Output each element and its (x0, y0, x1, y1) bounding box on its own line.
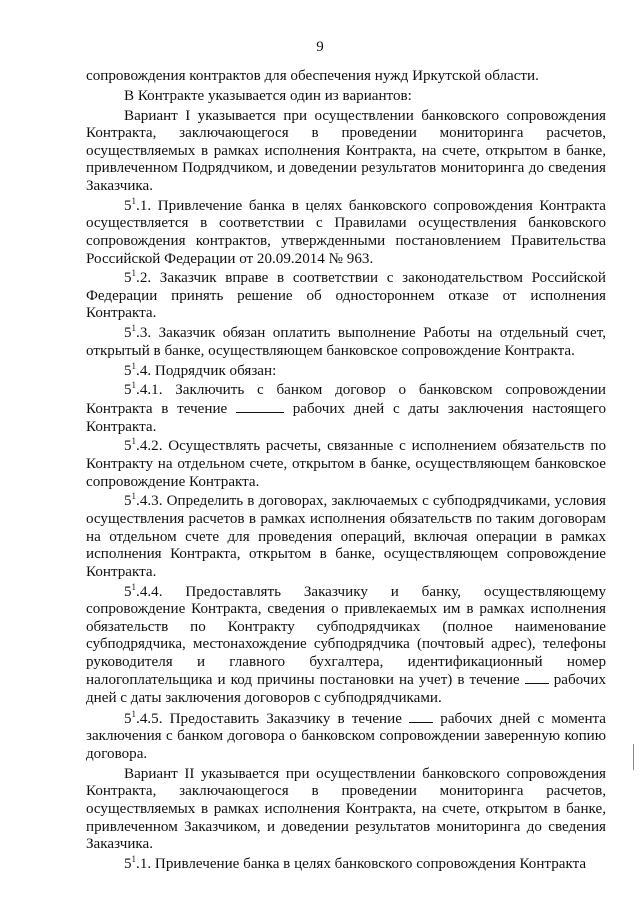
clause-number-superscript: 1 (131, 708, 137, 719)
clause-number: 5 (124, 583, 132, 600)
paragraph: В Контракте указывается один из вариантов: (124, 87, 412, 104)
clause-text: Заключить с банком договор о банковском сопровождении Контракта в течение (86, 382, 606, 417)
clause-number-superscript: 1 (131, 195, 137, 206)
clause-number: 5 (124, 197, 132, 214)
clause-number-rest: .4. (136, 362, 152, 379)
clause-number-rest: .1. (136, 855, 152, 872)
clause-number-rest: .4.1. (136, 382, 163, 399)
clause-5-1-4 (86, 360, 606, 381)
clause-text: Привлечение банка в целях банковского сопровождения Контракта осуществляется в соответствии с Правилами осуществления банковского сопровождения контрактов, утвержденными постановлением Правительства Российской Федерации от 20.09.2014 № 963. (86, 197, 606, 267)
clause-text: Осуществлять расчеты, связанные с исполнением обязательств по Контракту на отдельном счете, открытом в банке, осуществляющем банковское сопровождение Контракта. (86, 438, 606, 490)
clause-5-1-4-2 (86, 438, 606, 491)
paragraph: сопровождения контрактов для обеспечения нужд Иркутской области. (86, 68, 539, 84)
blank-field (525, 671, 549, 684)
clause-text: Определить в договорах, заключаемых с субподрядчиками, условия осуществления расчетов в рамках исполнения обязательств по таким договорам на отдельном счете для проведения операций, включая операции в рамках исполнения Контракта, открытом в банке, осуществляющем сопровождение Контракта. (86, 493, 606, 580)
clause-text: рабочих дней с даты заключения настоящего Контракта. (86, 401, 606, 435)
paragraph-variant-1: Вариант I указывается при осуществлении банковского сопровождения Контракта, заключающегося в проведении мониторинга расчетов, осуществляемых в рамках исполнения Контракта, на счете, открытом в банке, привлеченном Подрядчиком, и доведении результатов мониторинга до сведения Заказчика. (86, 107, 606, 194)
scan-edge-mark (633, 744, 638, 770)
clause-number-rest: .4.5. (136, 710, 163, 727)
clause-5-1-4-4 (86, 581, 606, 708)
clause-5-1-2 (86, 270, 606, 323)
clause-number: 5 (124, 325, 132, 342)
document-body (86, 68, 606, 876)
clause-5-1-1 (86, 195, 606, 268)
clause-number-rest: .4.4. (136, 583, 163, 600)
clause-number-superscript: 1 (131, 436, 137, 447)
clause-text: Привлечение банка в целях банковского сопровождения Контракта (151, 855, 587, 872)
clause-number: 5 (124, 438, 132, 455)
clause-number-superscript: 1 (131, 380, 137, 391)
blank-field (409, 710, 433, 723)
clause-text: рабочих дней с момента заключения с банком договора о банковском сопровождении заверенную копию договора. (86, 710, 607, 763)
clause-number: 5 (124, 710, 132, 727)
clause-number-rest: .4.2. (136, 438, 163, 455)
clause-number-superscript: 1 (131, 491, 137, 502)
clause-number: 5 (124, 382, 132, 399)
clause-number-rest: .2. (136, 270, 152, 287)
clause-number: 5 (124, 270, 132, 287)
clause-text: Предоставлять Заказчику и банку, осуществляющему сопровождение Контракта, сведения о привлекаемых им в рамках исполнения обязательств по Контракту субподрядчиках (полное наименование субподрядчика, местонахождение субподрядчика (почтовый адрес), телефоны руководителя и главного бухгалтера, идентификационный номер налогоплательщика и код причины постановки на учет) в течение (86, 583, 606, 689)
clause-text: Заказчик вправе в соответствии с законодательством Российской Федерации принять решение об одностороннем отказе от исполнения Контракта. (86, 270, 606, 322)
clause-text: Предоставить Заказчику в течение (162, 710, 410, 727)
clause-number-superscript: 1 (131, 853, 137, 864)
paragraph-variant-2: Вариант II указывается при осуществлении банковского сопровождения Контракта, заключающегося в проведении мониторинга расчетов, осуществляемых в рамках исполнения Контракта, на счете, открытом в банке, привлеченном Заказчиком, и доведении результатов мониторинга до сведения Заказчика. (86, 765, 606, 853)
clause-number-rest: .4.3. (136, 493, 163, 510)
clause-number: 5 (124, 493, 132, 510)
clause-5-1-4-1 (86, 382, 606, 436)
clause-number-superscript: 1 (131, 268, 137, 279)
page-number: 9 (316, 39, 324, 55)
clause-number-rest: .3. (136, 325, 152, 342)
clause-number-superscript: 1 (131, 323, 137, 334)
clause-number-superscript: 1 (131, 581, 137, 592)
clause-text: Заказчик обязан оплатить выполнение Работы на отдельный счет, открытый в банке, осуществляющем банковское сопровождение Контракта. (86, 325, 606, 359)
clause-5-1-4-5 (86, 710, 606, 764)
clause-number: 5 (124, 855, 132, 872)
clause-5-1-4-3 (86, 493, 606, 581)
clause-number-rest: .1. (136, 197, 152, 214)
clause-text: Подрядчик обязан: (151, 362, 277, 379)
clause-5-1-3 (86, 325, 606, 360)
blank-field (236, 400, 284, 413)
clause-text: рабочих дней с даты заключения договоров с субподрядчиками. (86, 672, 606, 707)
clause-number: 5 (124, 362, 132, 379)
clause-5-1-1-variant-2 (86, 853, 606, 874)
clause-number-superscript: 1 (131, 360, 137, 371)
